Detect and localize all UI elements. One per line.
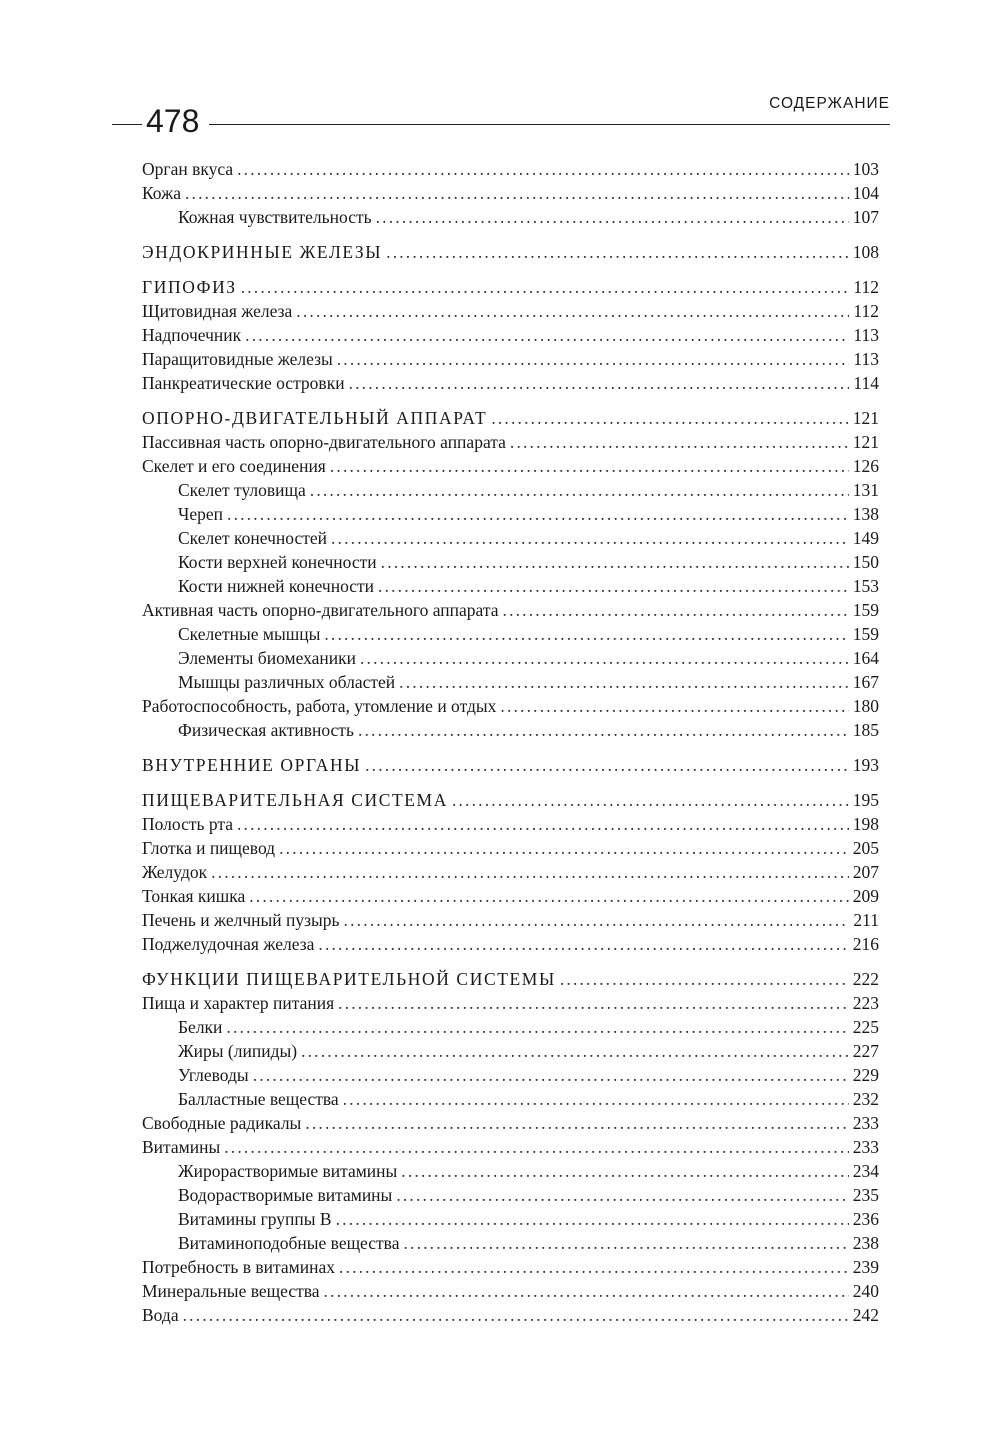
toc-entry-title: Надпочечник [142,325,242,345]
toc-entry-page-number: 193 [852,755,879,775]
toc-entry-title: Пища и характер питания [142,993,335,1013]
toc-entry-title: Тонкая кишка [142,886,246,906]
toc-entry [142,1279,879,1303]
toc-dot-leader [253,1063,849,1087]
toc-entry [142,430,879,454]
toc-entry-title: Паращитовидные железы [142,349,333,369]
toc-entry-title: Полость рта [142,814,233,834]
toc-entry [142,1087,879,1111]
toc-entry-page-number: 229 [852,1065,879,1085]
toc-entry-page-number: 167 [852,672,879,692]
toc-dot-leader [237,157,849,181]
toc-entry-title: Элементы биомеханики [178,648,356,668]
toc-entry-title: Водорастворимые витамины [178,1185,393,1205]
toc-entry [142,181,879,205]
toc-dot-leader [500,694,848,718]
table-of-contents [142,157,879,1327]
toc-entry-page-number: 121 [852,432,879,452]
toc-section-heading [142,275,879,299]
toc-entry [142,205,879,229]
toc-entry-title: Работоспособность, работа, утомление и отдых [142,696,497,716]
toc-entry-page-number: 185 [852,720,879,740]
toc-entry [142,1063,879,1087]
toc-entry-page-number: 131 [852,480,879,500]
toc-dot-leader [503,598,849,622]
toc-entry [142,812,879,836]
toc-entry [142,1159,879,1183]
toc-entry-page-number: 236 [852,1209,879,1229]
toc-entry-page-number: 235 [852,1185,879,1205]
toc-dot-leader [365,753,849,777]
toc-section-heading [142,788,879,812]
toc-entry [142,478,879,502]
toc-entry-page-number: 209 [852,886,879,906]
toc-entry-page-number: 198 [852,814,879,834]
toc-entry-title: Щитовидная железа [142,301,293,321]
toc-entry-title: Кости верхней конечности [178,552,377,572]
toc-entry-page-number: 150 [852,552,879,572]
toc-dot-leader [183,1303,849,1327]
toc-entry-title: Пассивная часть опорно-двигательного аппарата [142,432,506,452]
toc-dot-leader [378,574,849,598]
toc-entry [142,718,879,742]
toc-section-heading [142,406,879,430]
toc-entry-title: Минеральные вещества [142,1281,320,1301]
toc-dot-leader [245,323,849,347]
toc-entry [142,1255,879,1279]
running-title: СОДЕРЖАНИЕ [769,95,890,112]
toc-dot-leader [381,550,849,574]
toc-entry-title: Кости нижней конечности [178,576,375,596]
toc-entry [142,454,879,478]
toc-entry-title: Панкреатические островки [142,373,345,393]
toc-entry [142,908,879,932]
toc-entry-page-number: 164 [852,648,879,668]
toc-dot-leader [305,1111,848,1135]
toc-entry-page-number: 240 [852,1281,879,1301]
toc-entry [142,1303,879,1327]
toc-entry-page-number: 205 [852,838,879,858]
toc-entry [142,860,879,884]
toc-entry-page-number: 211 [853,910,879,930]
toc-entry-title: ГИПОФИЗ [142,277,237,297]
toc-entry-title: Физическая активность [178,720,354,740]
toc-entry [142,1015,879,1039]
toc-entry-title: Скелет туловища [178,480,306,500]
toc-dot-leader [336,1207,849,1231]
header-rule-left [112,124,142,125]
toc-entry-page-number: 113 [853,349,879,369]
page-number: 478 [146,103,200,139]
toc-entry-title: ОПОРНО-ДВИГАТЕЛЬНЫЙ АППАРАТ [142,408,488,428]
toc-entry [142,157,879,181]
toc-entry-title: Свободные радикалы [142,1113,302,1133]
toc-dot-leader [226,1015,848,1039]
toc-dot-leader [376,205,849,229]
toc-dot-leader [227,502,849,526]
toc-dot-leader [338,991,849,1015]
toc-entry-page-number: 113 [853,325,879,345]
toc-dot-leader [343,1087,849,1111]
toc-entry-title: Активная часть опорно-двигательного аппарата [142,600,499,620]
toc-entry [142,622,879,646]
toc-entry [142,991,879,1015]
toc-dot-leader [339,1255,849,1279]
toc-entry-page-number: 223 [852,993,879,1013]
toc-dot-leader [337,347,850,371]
toc-section-heading [142,753,879,777]
toc-dot-leader [510,430,849,454]
toc-entry [142,323,879,347]
toc-entry-title: Скелет и его соединения [142,456,326,476]
toc-entry-page-number: 103 [852,159,879,179]
page-header [0,0,987,140]
toc-entry-page-number: 216 [852,934,879,954]
toc-entry [142,884,879,908]
toc-entry-page-number: 112 [853,301,879,321]
toc-entry-title: Углеводы [178,1065,249,1085]
toc-dot-leader [360,646,849,670]
toc-entry-page-number: 114 [853,373,879,393]
toc-entry-title: Балластные вещества [178,1089,339,1109]
toc-dot-leader [401,1159,848,1183]
toc-dot-leader [331,526,849,550]
toc-entry-title: Глотка и пищевод [142,838,276,858]
toc-entry [142,526,879,550]
toc-entry-title: Витамины [142,1137,221,1157]
toc-entry-page-number: 232 [852,1089,879,1109]
toc-dot-leader [349,371,850,395]
toc-entry [142,1135,879,1159]
toc-entry-page-number: 104 [852,183,879,203]
toc-entry-title: Жирорастворимые витамины [178,1161,398,1181]
toc-entry-title: Желудок [142,862,208,882]
toc-dot-leader [249,884,848,908]
toc-entry-page-number: 233 [852,1113,879,1133]
toc-entry-page-number: 138 [852,504,879,524]
toc-section-heading [142,967,879,991]
toc-entry [142,670,879,694]
toc-entry [142,502,879,526]
toc-entry-page-number: 108 [852,242,879,262]
toc-dot-leader [324,1279,849,1303]
toc-entry [142,932,879,956]
toc-dot-leader [185,181,849,205]
toc-entry [142,598,879,622]
toc-entry-title: ФУНКЦИИ ПИЩЕВАРИТЕЛЬНОЙ СИСТЕМЫ [142,969,556,989]
toc-entry-page-number: 227 [852,1041,879,1061]
toc-entry-title: Витамины группы В [178,1209,332,1229]
toc-dot-leader [396,1183,848,1207]
toc-dot-leader [301,1039,849,1063]
header-rule-right [209,124,890,125]
toc-dot-leader [330,454,849,478]
toc-entry-page-number: 222 [852,969,879,989]
toc-dot-leader [399,670,849,694]
toc-entry-page-number: 238 [852,1233,879,1253]
toc-entry-page-number: 107 [852,207,879,227]
toc-entry-page-number: 153 [852,576,879,596]
toc-entry-title: Потребность в витаминах [142,1257,335,1277]
toc-dot-leader [358,718,849,742]
toc-dot-leader [211,860,849,884]
toc-dot-leader [241,275,850,299]
toc-entry-title: Скелетные мышцы [178,624,321,644]
toc-section-heading [142,240,879,264]
toc-dot-leader [318,932,848,956]
toc-entry [142,836,879,860]
toc-entry-title: Орган вкуса [142,159,234,179]
toc-entry-title: Мышцы различных областей [178,672,396,692]
toc-entry-page-number: 225 [852,1017,879,1037]
toc-entry-page-number: 207 [852,862,879,882]
toc-entry [142,646,879,670]
toc-entry [142,694,879,718]
toc-entry-title: Кожная чувствительность [178,207,372,227]
toc-dot-leader [296,299,849,323]
toc-entry [142,347,879,371]
toc-entry-page-number: 195 [852,790,879,810]
toc-entry-page-number: 126 [852,456,879,476]
toc-entry [142,1183,879,1207]
toc-dot-leader [491,406,848,430]
toc-entry-title: Вода [142,1305,179,1325]
toc-entry-page-number: 121 [852,408,879,428]
toc-entry [142,1039,879,1063]
toc-entry-title: Витаминоподобные вещества [178,1233,400,1253]
toc-entry-title: Белки [178,1017,223,1037]
toc-entry-title: ВНУТРЕННИЕ ОРГАНЫ [142,755,362,775]
toc-entry-title: Череп [178,504,224,524]
toc-entry-page-number: 233 [852,1137,879,1157]
toc-entry [142,1207,879,1231]
toc-entry-page-number: 180 [852,696,879,716]
toc-dot-leader [452,788,849,812]
toc-entry-title: Печень и желчный пузырь [142,910,340,930]
toc-entry [142,1111,879,1135]
toc-dot-leader [324,622,848,646]
toc-entry-page-number: 239 [852,1257,879,1277]
toc-dot-leader [344,908,850,932]
toc-entry-page-number: 159 [852,600,879,620]
toc-entry-title: ЭНДОКРИННЫЕ ЖЕЛЕЗЫ [142,242,383,262]
toc-dot-leader [386,240,849,264]
toc-entry [142,299,879,323]
toc-entry-title: Кожа [142,183,181,203]
toc-entry [142,574,879,598]
toc-entry-page-number: 242 [852,1305,879,1325]
toc-entry [142,371,879,395]
toc-dot-leader [560,967,849,991]
toc-entry-page-number: 149 [852,528,879,548]
toc-entry-page-number: 112 [853,277,879,297]
toc-entry-title: Поджелудочная железа [142,934,315,954]
toc-entry-title: Скелет конечностей [178,528,327,548]
toc-dot-leader [310,478,849,502]
toc-entry-title: Жиры (липиды) [178,1041,298,1061]
toc-entry-title: ПИЩЕВАРИТЕЛЬНАЯ СИСТЕМА [142,790,448,810]
toc-dot-leader [224,1135,849,1159]
toc-entry-page-number: 159 [852,624,879,644]
toc-dot-leader [279,836,849,860]
toc-entry [142,1231,879,1255]
toc-dot-leader [403,1231,848,1255]
toc-dot-leader [237,812,849,836]
toc-entry [142,550,879,574]
toc-entry-page-number: 234 [852,1161,879,1181]
